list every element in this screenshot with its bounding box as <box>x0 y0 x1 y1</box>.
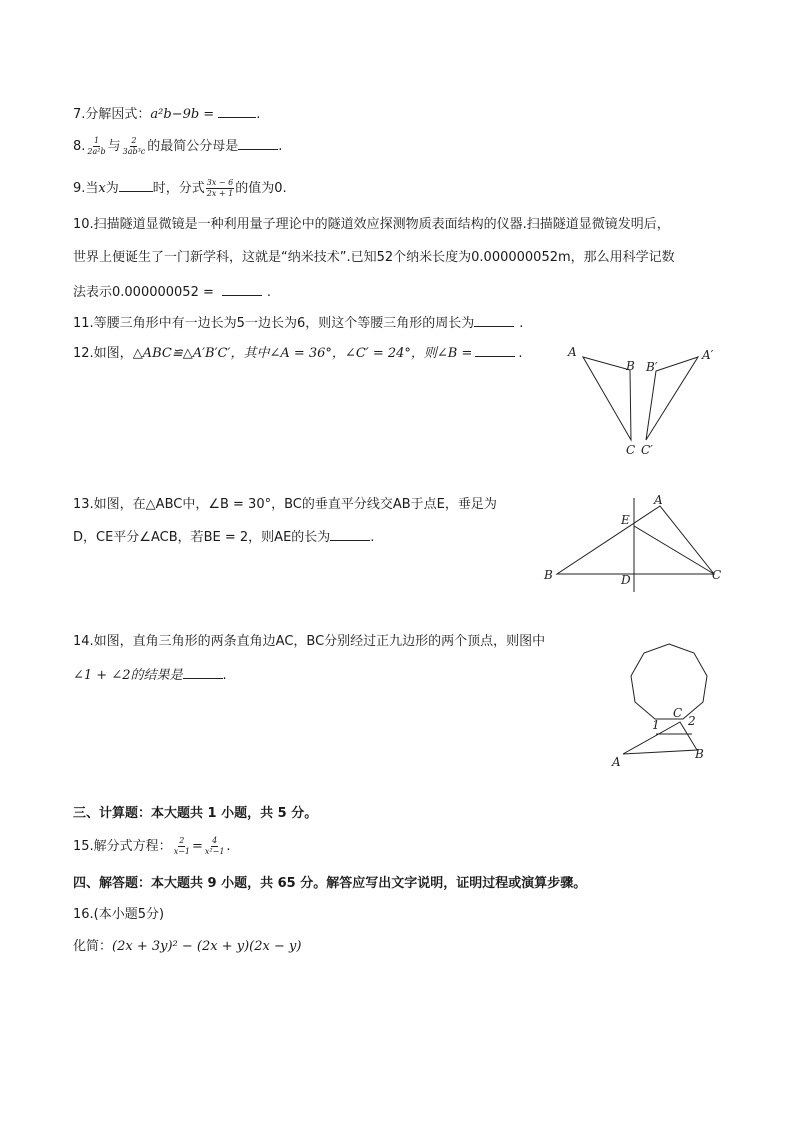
figure-14 <box>600 630 740 770</box>
fraction: $\frac{4}{\text{x²−1}}$ <box>204 836 225 856</box>
question-7: 7.分解因式：a²b−9b = . <box>73 104 260 124</box>
label-b: B <box>544 568 553 582</box>
question-15: 15.解分式方程： $\frac{2}{x-1}$ = $\frac{4}{\text{x²−1}}$ . <box>73 836 231 856</box>
answer-blank <box>218 104 256 118</box>
label-a: A <box>568 345 577 359</box>
label-angle-1: 1 <box>652 718 660 732</box>
figure-13 <box>540 490 730 595</box>
answer-blank <box>222 282 262 296</box>
label-c: C <box>626 443 636 457</box>
triangle-abc <box>583 357 631 440</box>
label-b-prime: B′ <box>646 360 658 374</box>
question-11: 11.等腰三角形中有一边长为5一边长为6，则这个等腰三角形的周长为 . <box>73 313 523 333</box>
question-16: 化简：(2x + 3y)² − (2x + y)(2x − y) <box>73 939 302 954</box>
fraction: $\frac{3x - 6}{2x + 1}$ <box>206 178 234 198</box>
label-b: B <box>695 747 704 761</box>
section-3-heading: 三、计算题：本大题共 1 小题，共 5 分。 <box>73 806 318 821</box>
answer-blank <box>330 527 370 541</box>
question-9: 9.当x为 时，分式 $\frac{3x - 6}{2x + 1}$ 的值为0. <box>73 178 287 198</box>
answer-blank <box>119 178 153 192</box>
question-10-line2: 世界上便诞生了一门新学科，这就是“纳米技术”.已知52个纳米长度为0.000000052m，那么用科学记数 <box>73 250 675 265</box>
question-10-line3: 法表示0.000000052 = . <box>73 282 271 302</box>
question-12: 12.如图，△ABC≌△A′B′C′，其中∠A = 36°，∠C′ = 24°，则∠B = . <box>73 343 523 363</box>
section-4-heading: 四、解答题：本大题共 9 小题，共 65 分。解答应写出文字说明，证明过程或演算步骤。 <box>73 876 587 891</box>
fraction: $\frac{2}{\text{3ab³c}}$ <box>122 136 146 156</box>
label-c-prime: C′ <box>641 443 653 457</box>
question-8: 8. $\frac{1}{\text{2a²b}}$ 与 $\frac{2}{\text{3ab³c}}$ 的最简公分母是 . <box>73 136 283 156</box>
question-13-line2: D，CE平分∠ACB，若BE = 2，则AE的长为 . <box>73 527 374 547</box>
label-c: C <box>673 706 683 720</box>
right-triangle <box>623 722 697 754</box>
fraction: $\frac{1}{\text{2a²b}}$ <box>87 136 106 156</box>
regular-nonagon <box>631 644 707 719</box>
answer-blank <box>475 343 515 357</box>
label-d: D <box>621 573 631 587</box>
answer-blank <box>183 665 223 679</box>
question-14-line1: 14.如图，直角三角形的两条直角边AC，BC分别经过正九边形的两个顶点，则图中 <box>73 634 546 649</box>
label-b: B <box>626 359 635 373</box>
label-angle-2: 2 <box>688 714 696 728</box>
label-a: A <box>654 493 663 507</box>
answer-blank <box>238 136 278 150</box>
question-10-line1: 10.扫描隧道显微镜是一种利用量子理论中的隧道效应探测物质表面结构的仪器.扫描隧道显微镜发明后， <box>73 217 670 232</box>
label-e: E <box>621 513 630 527</box>
question-16-title: 16.(本小题5分) <box>73 907 165 922</box>
figure-12 <box>560 340 740 460</box>
label-c: C <box>712 568 722 582</box>
question-13-line1: 13.如图，在△ABC中，∠B = 30°，BC的垂直平分线交AB于点E，垂足为 <box>73 497 497 512</box>
fraction: $\frac{2}{x-1}$ <box>173 836 190 856</box>
question-14-line2: ∠1 + ∠2的结果是 . <box>73 665 227 685</box>
segment-ec <box>634 526 714 574</box>
label-a: A <box>612 755 621 769</box>
label-a-prime: A′ <box>702 348 714 362</box>
triangle-abc <box>557 506 714 574</box>
answer-blank <box>474 313 514 327</box>
